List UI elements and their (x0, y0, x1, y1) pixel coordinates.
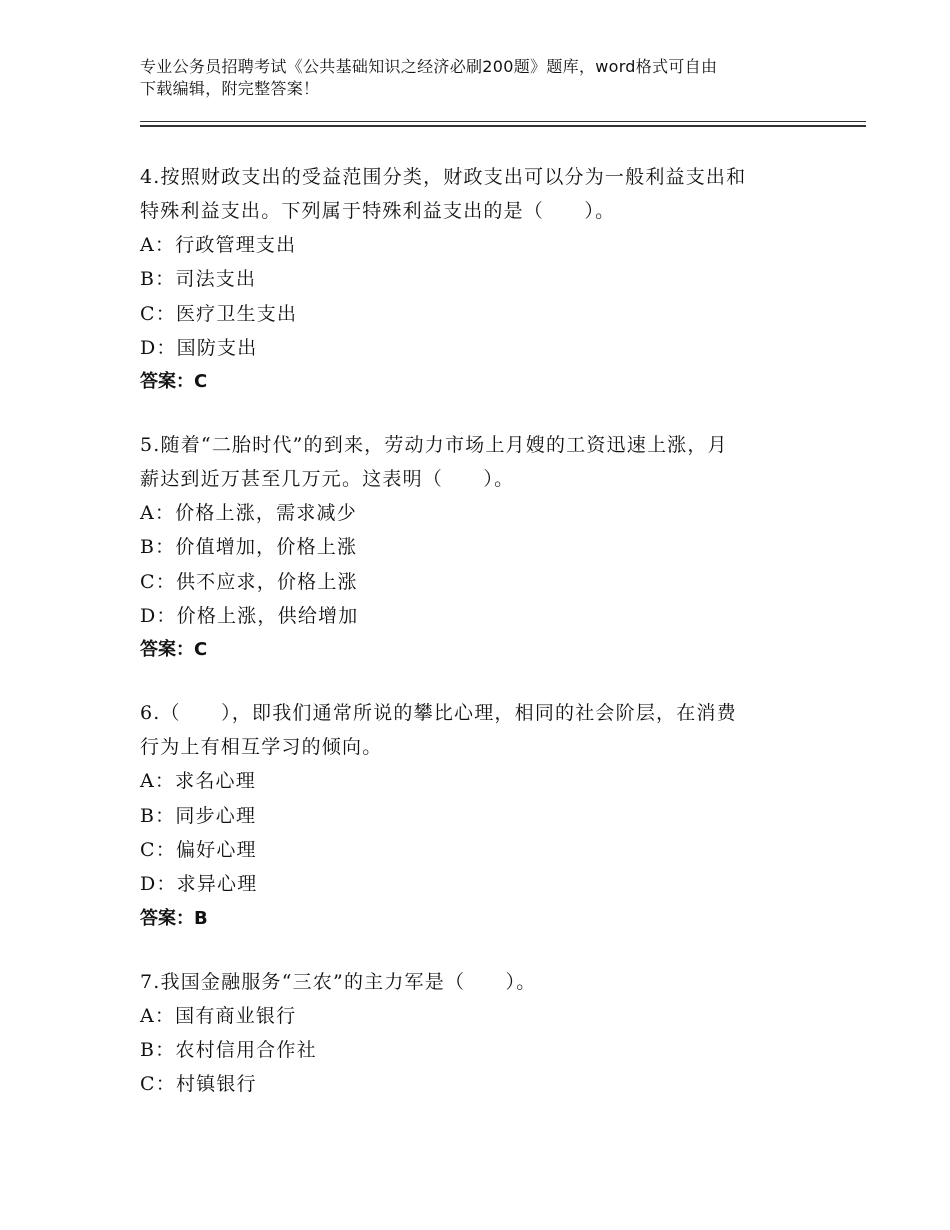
option-a: A：行政管理支出 (140, 234, 297, 256)
option-b: B：价值增加，价格上涨 (140, 536, 358, 559)
option-a: A：求名心理 (140, 770, 256, 793)
answer-label: 答案：C (140, 371, 208, 393)
header-divider-thick (140, 125, 866, 127)
question-stem-line-1: 6.（ ），即我们通常所说的攀比心理，相同的社会阶层，在消费 (140, 702, 737, 725)
option-b: B：农村信用合作社 (140, 1038, 317, 1061)
answer-label: 答案：B (140, 907, 208, 929)
question-stem-line-2: 行为上有相互学习的倾向。 (140, 736, 383, 759)
option-c: C：医疗卫生支出 (140, 302, 298, 325)
question-stem-line-2: 特殊利益支出。下列属于特殊利益支出的是（ ）。 (140, 200, 616, 222)
question-stem-line-1: 4.按照财政支出的受益范围分类，财政支出可以分为一般利益支出和 (140, 166, 747, 188)
option-b: B：同步心理 (140, 804, 257, 827)
header-line-1: 专业公务员招聘考试《公共基础知识之经济必刷200题》题库，word格式可自由 (140, 57, 718, 76)
option-d: D：国防支出 (140, 336, 258, 359)
question-stem (140, 160, 820, 228)
question-stem-line-1: 5.随着“二胎时代”的到来，劳动力市场上月嫂的工资迅速上涨，月 (140, 434, 728, 457)
option-b: B：司法支出 (140, 268, 257, 291)
document-header (140, 56, 805, 100)
question-5 (140, 428, 820, 667)
answer-label: 答案：C (140, 639, 208, 661)
question-4 (140, 160, 820, 399)
header-divider-thin (140, 121, 866, 122)
option-c: C：偏好心理 (140, 838, 257, 861)
option-c: C：村镇银行 (140, 1073, 257, 1096)
question-stem-line-1: 7.我国金融服务“三农”的主力军是（ ）。 (140, 970, 537, 993)
question-stem-line-2: 薪达到近万甚至几万元。这表明（ ）。 (140, 468, 515, 491)
question-6 (140, 696, 820, 935)
option-d: D：价格上涨，供给增加 (140, 605, 359, 628)
question-7 (140, 965, 820, 1102)
question-stem (140, 696, 820, 764)
question-stem (140, 965, 820, 999)
option-a: A：国有商业银行 (140, 1004, 297, 1027)
option-d: D：求异心理 (140, 873, 258, 896)
header-line-2: 下载编辑，附完整答案！ (140, 79, 320, 98)
option-a: A：价格上涨，需求减少 (140, 502, 357, 525)
question-stem (140, 428, 820, 496)
question-list (140, 160, 820, 1130)
option-c: C：供不应求，价格上涨 (140, 570, 358, 593)
